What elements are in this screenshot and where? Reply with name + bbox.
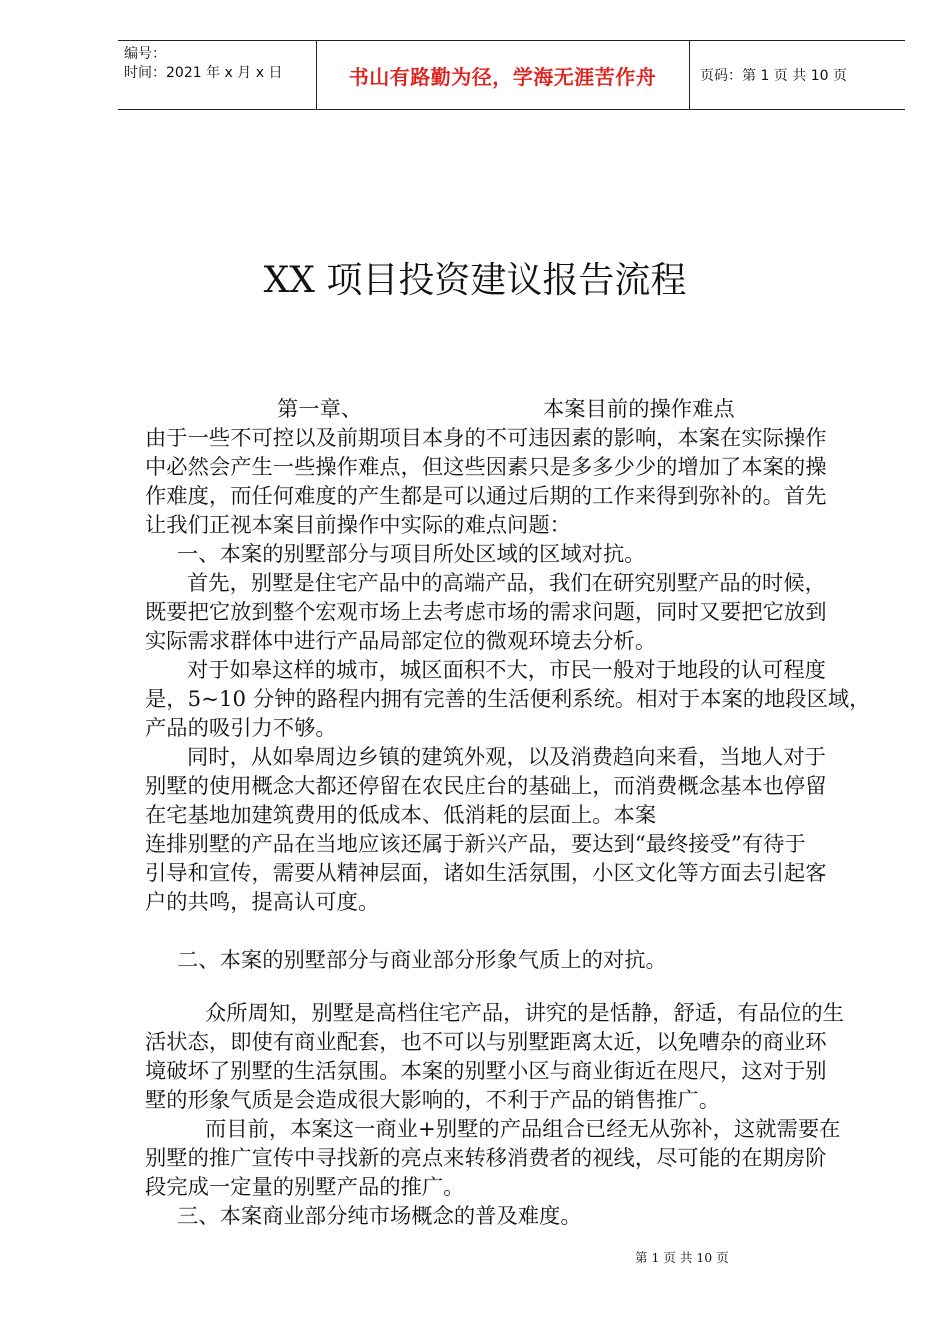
text-line: 对于如皋这样的城市，城区面积不大，市民一般对于地段的认可程度 <box>187 658 826 683</box>
text-line: 实际需求群体中进行产品局部定位的微观环境去分析。 <box>145 629 657 654</box>
header-page-info: 页码：第 1 页 共 10 页 <box>700 68 847 84</box>
section-heading: 一、本案的别墅部分与项目所处区域的区域对抗。 <box>177 542 646 567</box>
text-line: 让我们正视本案目前操作中实际的难点问题： <box>145 513 571 538</box>
header-page-cell <box>690 41 905 109</box>
section-heading: 三、本案商业部分纯市场概念的普及难度。 <box>177 1204 582 1229</box>
chapter-label: 第一章、 <box>277 397 363 422</box>
text-line: 户的共鸣，提高认可度。 <box>145 890 380 915</box>
text-line: 活状态，即使有商业配套，也不可以与别墅距离太近，以免嘈杂的商业环 <box>145 1030 827 1055</box>
text-line: 段完成一定量的别墅产品的推广。 <box>145 1175 465 1200</box>
header-meta-cell <box>118 41 317 109</box>
text-line: 由于一些不可控以及前期项目本身的不可违因素的影响，本案在实际操作 <box>145 426 827 451</box>
text-line: 墅的形象气质是会造成很大影响的，不利于产品的销售推广。 <box>145 1088 721 1113</box>
page-footer: 第 1 页 共 10 页 <box>635 1250 729 1265</box>
page-header-table <box>118 40 905 110</box>
date-label: 时间：2021 年 x 月 x 日 <box>124 65 283 81</box>
text-line: 中必然会产生一些操作难点，但这些因素只是多多少少的增加了本案的操 <box>145 455 827 480</box>
text-line: 而目前，本案这一商业+别墅的产品组合已经无从弥补，这就需要在 <box>205 1117 841 1142</box>
header-motto-cell <box>316 41 690 109</box>
serial-number-label: 编号： <box>124 46 166 62</box>
text-line: 在宅基地加建筑费用的低成本、低消耗的层面上。本案 <box>145 803 657 828</box>
text-line: 别墅的使用概念大都还停留在农民庄台的基础上，而消费概念基本也停留 <box>145 774 827 799</box>
text-line: 众所周知，别墅是高档住宅产品，讲究的是恬静，舒适，有品位的生 <box>205 1001 844 1026</box>
text-line: 境破坏了别墅的生活氛围。本案的别墅小区与商业街近在咫尺，这对于别 <box>145 1059 827 1084</box>
section-heading: 二、本案的别墅部分与商业部分形象气质上的对抗。 <box>177 948 667 973</box>
text-line: 是，5~10 分钟的路程内拥有完善的生活便利系统。相对于本案的地段区域， <box>145 687 871 712</box>
text-line: 引导和宣传，需要从精神层面，诸如生活氛围，小区文化等方面去引起客 <box>145 861 827 886</box>
text-line: 同时，从如皋周边乡镇的建筑外观，以及消费趋向来看，当地人对于 <box>187 745 826 770</box>
motto-text: 书山有路勤为径，学海无涯苦作舟 <box>348 64 657 89</box>
text-line: 连排别墅的产品在当地应该还属于新兴产品，要达到“最终接受”有待于 <box>145 832 806 857</box>
text-line: 既要把它放到整个宏观市场上去考虑市场的需求问题，同时又要把它放到 <box>145 600 827 625</box>
text-line: 产品的吸引力不够。 <box>145 716 337 741</box>
text-line: 首先，别墅是住宅产品中的高端产品，我们在研究别墅产品的时候， <box>187 571 826 596</box>
text-line: 别墅的推广宣传中寻找新的亮点来转移消费者的视线，尽可能的在期房阶 <box>145 1146 827 1171</box>
chapter-title: 本案目前的操作难点 <box>543 397 735 422</box>
text-line: 作难度，而任何难度的产生都是可以通过后期的工作来得到弥补的。首先 <box>145 484 827 509</box>
document-title: XX 项目投资建议报告流程 <box>263 260 687 301</box>
